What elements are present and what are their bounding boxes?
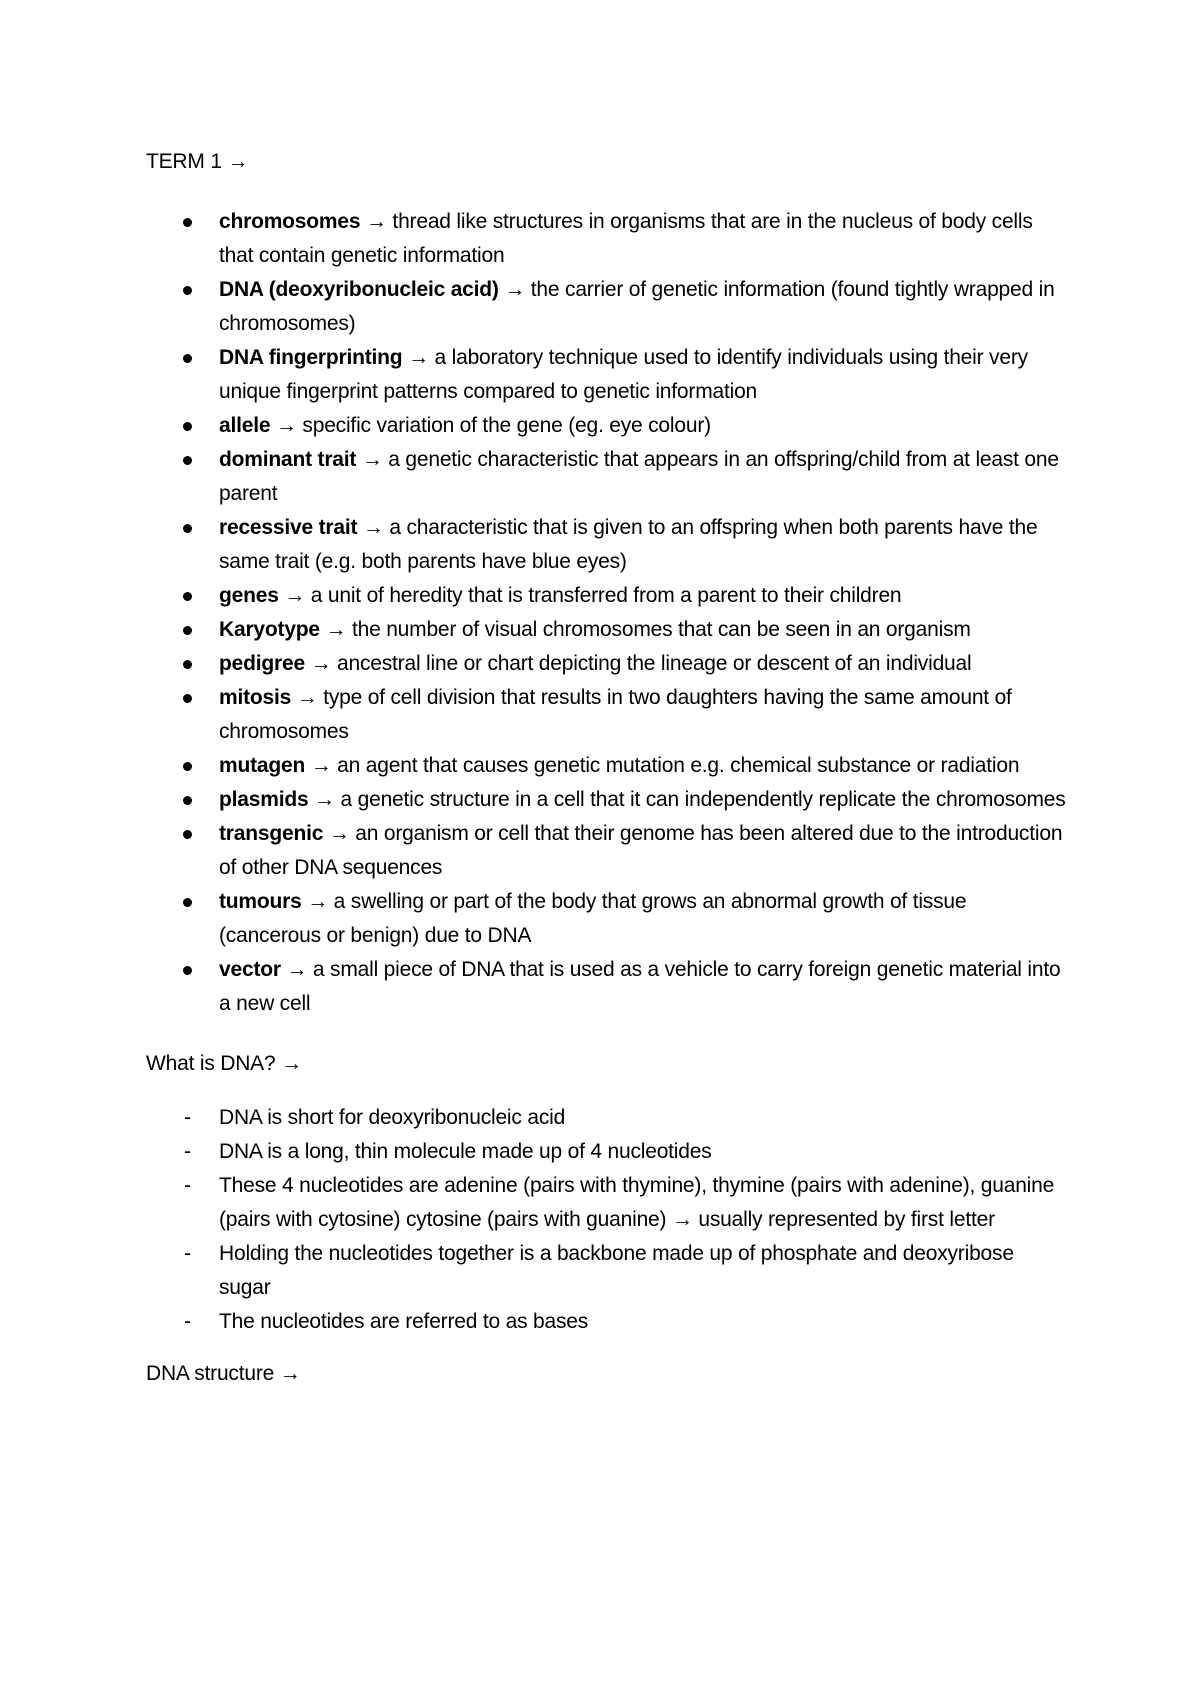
list-item-text: Holding the nucleotides together is a backbone made up of phosphate and deoxyribose sugar <box>219 1242 1014 1299</box>
bullet-icon <box>183 660 192 669</box>
term-name: tumours <box>219 890 302 913</box>
term-name: chromosomes <box>219 210 361 233</box>
term-name: DNA (deoxyribonucleic acid) <box>219 278 499 301</box>
term-definition: → a genetic structure in a cell that it can independently replicate the chromosomes <box>308 788 1066 811</box>
term-definition: → a swelling or part of the body that grows an abnormal growth of tissue (cancerous or benign) due to DNA <box>219 890 967 947</box>
bullet-icon <box>183 966 192 975</box>
term-name: mitosis <box>219 686 292 709</box>
term-name: vector <box>219 958 281 981</box>
bullet-icon <box>183 762 192 771</box>
bullet-icon <box>183 286 192 295</box>
term-item <box>146 273 1066 341</box>
term-definition: → thread like structures in organisms that are in the nucleus of body cells that contain genetic information <box>219 210 1033 267</box>
term-item <box>146 443 1066 511</box>
list-item <box>146 1237 1066 1305</box>
term-item <box>146 817 1066 885</box>
list-item-text: DNA is a long, thin molecule made up of 4 nucleotides <box>219 1140 712 1163</box>
term-name: mutagen <box>219 754 306 777</box>
list-item <box>146 1101 1066 1135</box>
dash-marker: - <box>184 1140 191 1163</box>
dash-marker: - <box>184 1106 191 1129</box>
bullet-icon <box>183 354 192 363</box>
term-item <box>146 953 1066 1021</box>
dash-marker: - <box>184 1310 191 1333</box>
term-item <box>146 409 1066 443</box>
term-definition: → ancestral line or chart depicting the lineage or descent of an individual <box>304 652 972 675</box>
bullet-icon <box>183 694 192 703</box>
bullet-icon <box>183 796 192 805</box>
term-item <box>146 205 1066 273</box>
term-definition: → a genetic characteristic that appears in an offspring/child from at least one parent <box>219 448 1059 505</box>
list-item-text: The nucleotides are referred to as bases <box>219 1310 589 1333</box>
term-item <box>146 681 1066 749</box>
term-name: genes <box>219 584 279 607</box>
list-item-text: DNA is short for deoxyribonucleic acid <box>219 1106 566 1129</box>
bullet-icon <box>183 456 192 465</box>
bullet-icon <box>183 830 192 839</box>
term-definition: → an organism or cell that their genome has been altered due to the introduction of other DNA sequences <box>219 822 1063 879</box>
term-name: plasmids <box>219 788 309 811</box>
term-name: dominant trait <box>219 448 357 471</box>
dna-structure-heading: DNA structure → <box>146 1362 301 1385</box>
bullet-icon <box>183 524 192 533</box>
term-name: Karyotype <box>219 618 320 641</box>
list-item <box>146 1135 1066 1169</box>
term-definition: → type of cell division that results in two daughters having the same amount of chromosomes <box>219 686 1012 743</box>
term-name: recessive trait <box>219 516 358 539</box>
term-item <box>146 511 1066 579</box>
bullet-icon <box>183 422 192 431</box>
term-name: pedigree <box>219 652 305 675</box>
bullet-icon <box>183 592 192 601</box>
term-item <box>146 749 1066 783</box>
term-name: allele <box>219 414 271 437</box>
bullet-icon <box>183 218 192 227</box>
term-name: transgenic <box>219 822 324 845</box>
term-item <box>146 613 1066 647</box>
dash-marker: - <box>184 1174 191 1197</box>
term-definition: → a laboratory technique used to identify individuals using their very unique fingerprint patterns compared to genetic information <box>219 346 1028 403</box>
dna-points-list <box>146 1101 1066 1339</box>
term-definition: → the carrier of genetic information (found tightly wrapped in chromosomes) <box>219 278 1055 335</box>
bullet-icon <box>183 626 192 635</box>
bullet-icon <box>183 898 192 907</box>
term-name: DNA fingerprinting <box>219 346 403 369</box>
term-definition: → the number of visual chromosomes that can be seen in an organism <box>319 618 971 641</box>
list-item <box>146 1169 1066 1237</box>
term-definition: → specific variation of the gene (eg. eye colour) <box>270 414 711 437</box>
dash-marker: - <box>184 1242 191 1265</box>
term-item <box>146 783 1066 817</box>
document-page <box>146 145 1066 1391</box>
term-definition: → a unit of heredity that is transferred from a parent to their children <box>278 584 902 607</box>
list-item-text: These 4 nucleotides are adenine (pairs with thymine), thymine (pairs with adenine), guanine (pairs with cytosine) cytosine (pairs with guanine) → usually represented by first letter <box>219 1174 1055 1231</box>
term-item <box>146 579 1066 613</box>
term-item <box>146 647 1066 681</box>
list-item <box>146 1305 1066 1339</box>
term-definition: → an agent that causes genetic mutation e.g. chemical substance or radiation <box>305 754 1020 777</box>
term-item <box>146 885 1066 953</box>
dna-heading: What is DNA? → <box>146 1052 302 1075</box>
term-definition: → a characteristic that is given to an offspring when both parents have the same trait (e.g. both parents have blue eyes) <box>219 516 1038 573</box>
term-heading: TERM 1 → <box>146 150 249 173</box>
term-definition: → a small piece of DNA that is used as a vehicle to carry foreign genetic material into a new cell <box>219 958 1061 1015</box>
term-item <box>146 341 1066 409</box>
term-list <box>146 205 1066 1021</box>
